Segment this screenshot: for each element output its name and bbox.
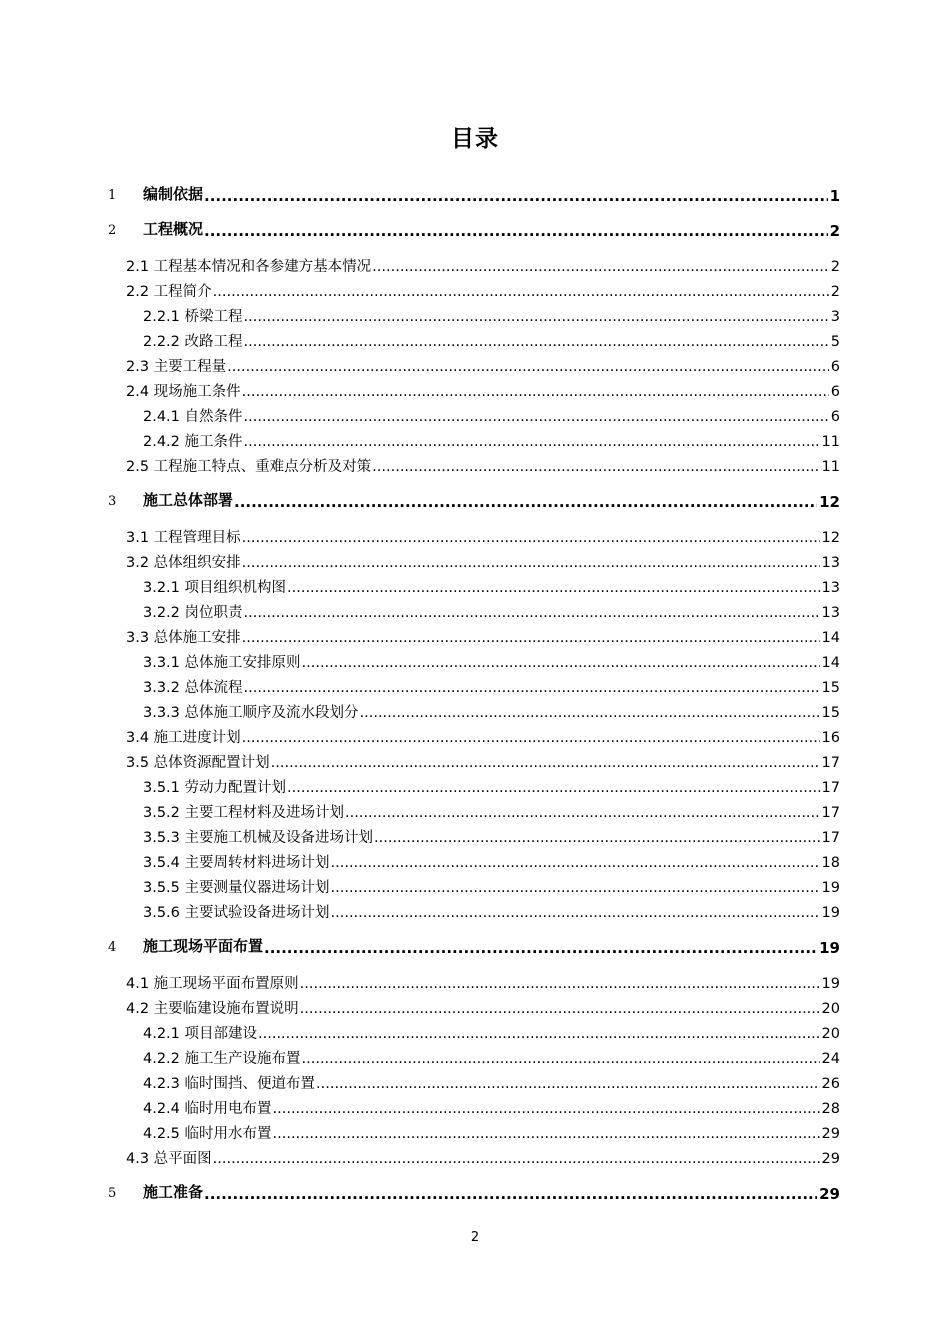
toc-leader-dots (234, 493, 817, 511)
toc-entry-label (143, 779, 287, 797)
toc-leader-dots (302, 654, 820, 672)
toc-entry-label (126, 258, 372, 276)
toc-leader-dots (374, 829, 820, 847)
toc-page-number: 11 (821, 434, 840, 450)
toc-page-number: 13 (821, 605, 840, 621)
toc-entry[interactable] (108, 401, 840, 426)
toc-leader-dots (273, 1125, 820, 1143)
toc-entry-label (126, 1000, 300, 1018)
toc-entry-text: 4.2.4 临时用电布置 (143, 1101, 272, 1117)
toc-leader-dots (242, 554, 820, 572)
toc-entry-text: 编制依据 (143, 185, 204, 203)
toc-entry[interactable] (108, 1093, 840, 1118)
toc-entry-text: 3.3.2 总体流程 (143, 680, 243, 696)
toc-entry-text: 3.2.2 岗位职责 (143, 605, 243, 621)
toc-entry-label (143, 679, 244, 697)
toc-page-number: 12 (819, 493, 840, 511)
toc-entry-label (143, 1100, 273, 1118)
toc-leader-dots (244, 679, 820, 697)
toc-leader-dots (242, 629, 820, 647)
toc-entry-text: 3.5.2 主要工程材料及进场计划 (143, 805, 345, 821)
toc-entry-text: 施工总体部署 (143, 491, 234, 509)
toc-leader-dots (227, 358, 829, 376)
toc-entry-text: 施工现场平面布置 (143, 937, 264, 955)
toc-entry-label (108, 937, 264, 957)
toc-leader-dots (360, 704, 820, 722)
toc-leader-dots (204, 1185, 817, 1203)
toc-leader-dots (204, 222, 828, 240)
toc-page-number: 19 (819, 939, 840, 957)
toc-entry-text: 2.2 工程简介 (126, 284, 212, 300)
toc-page-number: 17 (821, 780, 840, 796)
toc-entry-label (143, 333, 244, 351)
toc-entry[interactable] (108, 426, 840, 451)
toc-leader-dots (244, 408, 829, 426)
toc-entry-label (108, 185, 204, 205)
toc-page-number: 6 (830, 384, 840, 400)
toc-leader-dots (316, 1075, 820, 1093)
toc-page-number: 1 (829, 187, 840, 205)
toc-entry[interactable] (108, 276, 840, 301)
toc-entry[interactable] (108, 597, 840, 622)
toc-leader-dots (331, 854, 820, 872)
toc-page-number: 6 (830, 409, 840, 425)
toc-page-number: 14 (821, 630, 840, 646)
toc-page-number: 19 (821, 880, 840, 896)
toc-chapter-number: 1 (108, 188, 117, 203)
toc-entry[interactable] (108, 647, 840, 672)
toc-entry[interactable] (108, 672, 840, 697)
toc-entry[interactable] (108, 847, 840, 872)
table-of-contents (108, 183, 840, 1203)
page-number: 2 (470, 1230, 480, 1245)
toc-page-number: 28 (821, 1101, 840, 1117)
toc-entry[interactable] (108, 772, 840, 797)
toc-entry-text: 4.2.5 临时用水布置 (143, 1126, 272, 1142)
toc-entry[interactable] (108, 697, 840, 722)
page-title: 目录 (451, 126, 499, 152)
toc-entry-label (143, 704, 360, 722)
toc-entry[interactable] (108, 572, 840, 597)
toc-entry[interactable] (108, 301, 840, 326)
toc-leader-dots (213, 283, 829, 301)
toc-entry-text: 3.3 总体施工安排 (126, 630, 241, 646)
toc-entry-text: 2.2.2 改路工程 (143, 334, 243, 350)
toc-entry-label (126, 554, 242, 572)
toc-page-number: 17 (821, 830, 840, 846)
toc-leader-dots (372, 458, 819, 476)
toc-entry[interactable] (108, 511, 840, 547)
toc-entry-text: 2.1 工程基本情况和各参建方基本情况 (126, 259, 372, 275)
toc-page-number: 11 (821, 459, 840, 475)
toc-leader-dots (264, 939, 817, 957)
toc-page-number: 17 (821, 755, 840, 771)
toc-page-number: 6 (830, 359, 840, 375)
toc-entry-text: 4.2.2 施工生产设施布置 (143, 1051, 301, 1067)
toc-leader-dots (242, 529, 820, 547)
toc-entry-text: 3.5.6 主要试验设备进场计划 (143, 905, 330, 921)
toc-entry-text: 4.2 主要临建设施布置说明 (126, 1001, 299, 1017)
toc-entry[interactable] (108, 622, 840, 647)
toc-entry-text: 2.3 主要工程量 (126, 359, 227, 375)
toc-entry-text: 3.3.1 总体施工安排原则 (143, 655, 301, 671)
toc-entry-label (108, 220, 204, 240)
toc-page-number: 15 (821, 705, 840, 721)
toc-page-number: 2 (829, 222, 840, 240)
toc-entry[interactable] (108, 957, 840, 993)
toc-page-number: 19 (821, 905, 840, 921)
toc-entry-label (143, 1125, 273, 1143)
toc-entry[interactable] (108, 240, 840, 276)
toc-page-number: 2 (830, 284, 840, 300)
toc-chapter-number: 3 (108, 494, 117, 509)
toc-leader-dots (302, 1050, 820, 1068)
toc-entry-text: 4.1 施工现场平面布置原则 (126, 976, 299, 992)
toc-page-number: 3 (830, 309, 840, 325)
toc-page-number: 2 (830, 259, 840, 275)
toc-entry-text: 3.3.3 总体施工顺序及流水段划分 (143, 705, 359, 721)
toc-leader-dots (273, 1100, 820, 1118)
toc-entry[interactable] (108, 797, 840, 822)
toc-page-number: 29 (821, 1126, 840, 1142)
toc-entry-label (126, 629, 242, 647)
toc-entry-label (143, 654, 302, 672)
toc-entry[interactable] (108, 476, 840, 511)
toc-leader-dots (271, 754, 820, 772)
toc-entry[interactable] (108, 993, 840, 1018)
toc-entry-text: 4.3 总平面图 (126, 1151, 212, 1167)
toc-entry-label (126, 1150, 213, 1168)
toc-leader-dots (244, 308, 829, 326)
toc-entry-text: 4.2.1 项目部建设 (143, 1026, 258, 1042)
toc-leader-dots (204, 187, 828, 205)
toc-entry[interactable] (108, 1018, 840, 1043)
toc-entry-label (126, 729, 242, 747)
toc-entry-text: 3.1 工程管理目标 (126, 530, 241, 546)
toc-leader-dots (331, 879, 820, 897)
toc-entry[interactable] (108, 1143, 840, 1168)
toc-entry-text: 3.5 总体资源配置计划 (126, 755, 270, 771)
toc-leader-dots (242, 383, 829, 401)
toc-entry[interactable] (108, 1068, 840, 1093)
toc-entry-label (126, 529, 242, 547)
toc-entry[interactable] (108, 922, 840, 957)
toc-leader-dots (213, 1150, 820, 1168)
toc-entry[interactable] (108, 747, 840, 772)
toc-entry-label (126, 458, 372, 476)
toc-leader-dots (300, 975, 820, 993)
toc-page-number: 16 (821, 730, 840, 746)
toc-entry[interactable] (108, 205, 840, 240)
toc-page-number: 29 (821, 1151, 840, 1167)
toc-page-number: 5 (830, 334, 840, 350)
toc-page-number: 19 (821, 976, 840, 992)
toc-entry-text: 4.2.3 临时围挡、便道布置 (143, 1076, 316, 1092)
toc-leader-dots (300, 1000, 820, 1018)
toc-entry-text: 工程概况 (143, 220, 204, 238)
toc-leader-dots (244, 604, 820, 622)
toc-leader-dots (345, 804, 820, 822)
toc-page-number: 18 (821, 855, 840, 871)
toc-entry-text: 3.2.1 项目组织机构图 (143, 580, 287, 596)
toc-entry-label (108, 1183, 204, 1203)
toc-entry-label (126, 283, 213, 301)
toc-leader-dots (244, 433, 820, 451)
toc-entry-text: 3.2 总体组织安排 (126, 555, 241, 571)
toc-page-number: 17 (821, 805, 840, 821)
toc-entry[interactable] (108, 1168, 840, 1203)
toc-page-number: 24 (821, 1051, 840, 1067)
toc-page-number: 14 (821, 655, 840, 671)
toc-entry[interactable] (108, 326, 840, 351)
toc-entry-text: 3.5.1 劳动力配置计划 (143, 780, 287, 796)
toc-entry-text: 2.4.2 施工条件 (143, 434, 243, 450)
toc-entry-label (126, 754, 271, 772)
toc-page-number: 13 (821, 555, 840, 571)
toc-entry-text: 3.4 施工进度计划 (126, 730, 241, 746)
toc-page-number: 15 (821, 680, 840, 696)
toc-page-number: 12 (821, 530, 840, 546)
toc-page-number: 20 (821, 1026, 840, 1042)
toc-entry-label (143, 904, 331, 922)
toc-entry-label (143, 579, 287, 597)
toc-entry-label (143, 829, 374, 847)
toc-page-number: 13 (821, 580, 840, 596)
toc-entry-label (143, 308, 244, 326)
toc-entry-label (108, 491, 234, 511)
toc-entry-label (126, 383, 242, 401)
toc-chapter-number: 2 (108, 223, 117, 238)
toc-chapter-number: 4 (108, 940, 117, 955)
toc-entry-text: 施工准备 (143, 1183, 204, 1201)
toc-entry-text: 2.4.1 自然条件 (143, 409, 243, 425)
toc-entry-text: 2.2.1 桥梁工程 (143, 309, 243, 325)
toc-entry-text: 3.5.4 主要周转材料进场计划 (143, 855, 330, 871)
toc-leader-dots (244, 333, 829, 351)
toc-entry-label (143, 1050, 302, 1068)
toc-entry-text: 3.5.5 主要测量仪器进场计划 (143, 880, 330, 896)
toc-entry-label (143, 433, 244, 451)
toc-entry-label (143, 1025, 258, 1043)
toc-page-number: 20 (821, 1001, 840, 1017)
toc-entry[interactable] (108, 547, 840, 572)
toc-chapter-number: 5 (108, 1186, 117, 1201)
toc-entry[interactable] (108, 872, 840, 897)
toc-leader-dots (287, 779, 820, 797)
toc-entry-text: 3.5.3 主要施工机械及设备进场计划 (143, 830, 374, 846)
toc-leader-dots (287, 579, 820, 597)
toc-entry-text: 2.4 现场施工条件 (126, 384, 241, 400)
toc-page-number: 29 (819, 1185, 840, 1203)
toc-leader-dots (372, 258, 829, 276)
toc-entry-label (143, 604, 244, 622)
toc-entry-label (143, 879, 331, 897)
toc-entry[interactable] (108, 822, 840, 847)
toc-entry[interactable] (108, 351, 840, 376)
toc-leader-dots (331, 904, 820, 922)
toc-entry-label (143, 1075, 316, 1093)
toc-entry[interactable] (108, 376, 840, 401)
toc-entry[interactable] (108, 1043, 840, 1068)
toc-entry[interactable] (108, 1118, 840, 1143)
toc-entry[interactable] (108, 897, 840, 922)
toc-entry-label (126, 358, 227, 376)
toc-entry-label (143, 408, 244, 426)
toc-entry-label (126, 975, 300, 993)
toc-entry[interactable] (108, 722, 840, 747)
toc-entry-text: 2.5 工程施工特点、重难点分析及对策 (126, 459, 372, 475)
toc-page-number: 26 (821, 1076, 840, 1092)
toc-entry-label (143, 854, 331, 872)
toc-leader-dots (258, 1025, 820, 1043)
toc-leader-dots (242, 729, 820, 747)
toc-entry[interactable] (108, 183, 840, 205)
toc-entry[interactable] (108, 451, 840, 476)
toc-entry-label (143, 804, 345, 822)
